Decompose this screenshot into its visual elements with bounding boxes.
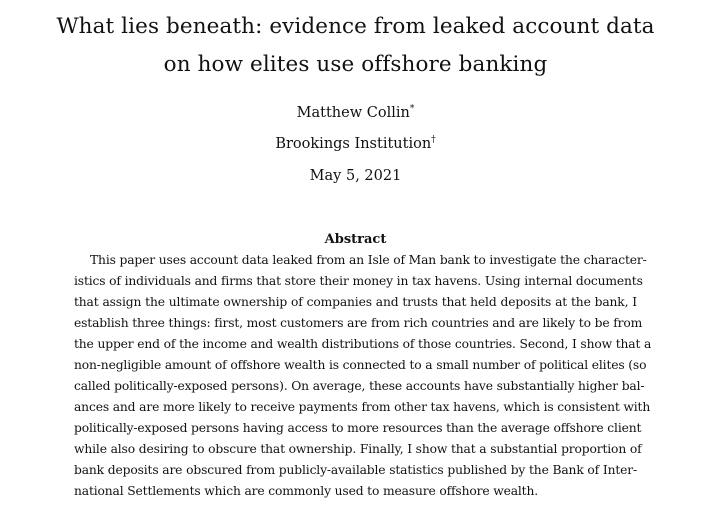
author-footnote-mark[interactable]: * — [409, 104, 415, 114]
author-affiliation — [0, 134, 711, 154]
abstract-body — [74, 250, 652, 502]
abstract-line: non-negligible amount of offshore wealth is connected to a small number of political elites (so — [74, 358, 647, 372]
author-name — [0, 103, 711, 123]
abstract-line: establish three things: first, most customers are from rich countries and are likely to be from — [74, 316, 643, 330]
abstract-line: bank deposits are obscured from publicly-available statistics published by the Bank of Inter- — [74, 463, 637, 477]
abstract-line: national Settlements which are commonly used to measure offshore wealth. — [74, 484, 538, 498]
abstract-line: that assign the ultimate ownership of companies and trusts that held deposits at the bank, I — [74, 295, 637, 309]
abstract-line: the upper end of the income and wealth distributions of those countries. Second, I show that a — [74, 337, 652, 351]
abstract-line: istics of individuals and firms that store their money in tax havens. Using internal documents — [74, 274, 643, 288]
abstract-line: ances and are more likely to receive payments from other tax havens, which is consistent with — [74, 400, 651, 414]
publication-date: May 5, 2021 — [309, 168, 402, 184]
author-name-text: Matthew Collin — [296, 105, 410, 121]
abstract-line: called politically-exposed persons). On average, these accounts have substantially higher bal- — [74, 379, 645, 393]
abstract-line: This paper uses account data leaked from an Isle of Man bank to investigate the character- — [90, 253, 647, 267]
abstract-heading: Abstract — [324, 232, 387, 247]
affiliation-text: Brookings Institution — [275, 136, 432, 152]
abstract-line: while also desiring to obscure that ownership. Finally, I show that a substantial proportion of — [74, 442, 642, 456]
abstract-line: politically-exposed persons having access to more resources than the average offshore client — [74, 421, 642, 435]
affiliation-footnote-mark[interactable]: † — [431, 135, 436, 145]
paper-title-line-1: What lies beneath: evidence from leaked account data — [56, 14, 655, 39]
paper-title-line-2: on how elites use offshore banking — [163, 52, 548, 77]
